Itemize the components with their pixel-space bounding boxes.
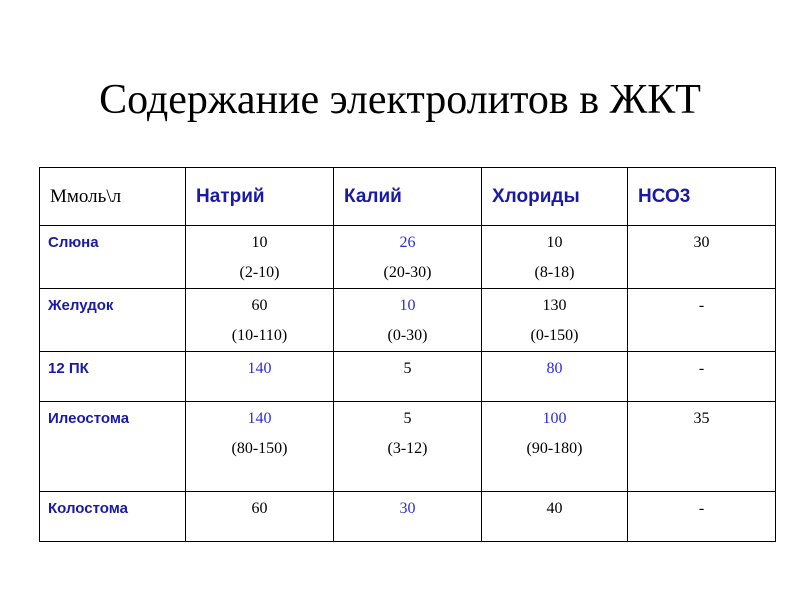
table-cell: 30 [628, 226, 776, 289]
table-cell: 30 [334, 492, 482, 542]
table-cell: - [628, 352, 776, 402]
row-label: Колостома [40, 492, 186, 542]
table-header-row [40, 168, 776, 226]
header-sodium: Натрий [186, 168, 334, 226]
header-bicarbonate: НСО3 [628, 168, 776, 226]
row-label: Желудок [40, 289, 186, 352]
row-label: 12 ПК [40, 352, 186, 402]
header-chlorides: Хлориды [482, 168, 628, 226]
table-cell: 140 [186, 352, 334, 402]
table-row [40, 492, 776, 542]
table-cell: 35 [628, 402, 776, 492]
table-cell: 100 (90-180) [482, 402, 628, 492]
table-row [40, 289, 776, 352]
table-row [40, 352, 776, 402]
header-units: Ммоль\л [40, 168, 186, 226]
header-potassium: Калий [334, 168, 482, 226]
table-cell: 5 [334, 352, 482, 402]
table-cell: 10 (8-18) [482, 226, 628, 289]
table-cell: 40 [482, 492, 628, 542]
table-cell: 26 (20-30) [334, 226, 482, 289]
table-cell: 80 [482, 352, 628, 402]
table-row [40, 226, 776, 289]
table-cell: 60 (10-110) [186, 289, 334, 352]
table-cell: - [628, 492, 776, 542]
table-cell: - [628, 289, 776, 352]
table-row [40, 402, 776, 492]
electrolyte-table [39, 167, 776, 542]
row-label: Илеостома [40, 402, 186, 492]
table-cell: 130 (0-150) [482, 289, 628, 352]
table-cell: 60 [186, 492, 334, 542]
table-cell: 10 (2-10) [186, 226, 334, 289]
table-cell: 10 (0-30) [334, 289, 482, 352]
slide-title: Содержание электролитов в ЖКТ [99, 77, 701, 123]
table-cell: 5 (3-12) [334, 402, 482, 492]
table-cell: 140 (80-150) [186, 402, 334, 492]
row-label: Слюна [40, 226, 186, 289]
